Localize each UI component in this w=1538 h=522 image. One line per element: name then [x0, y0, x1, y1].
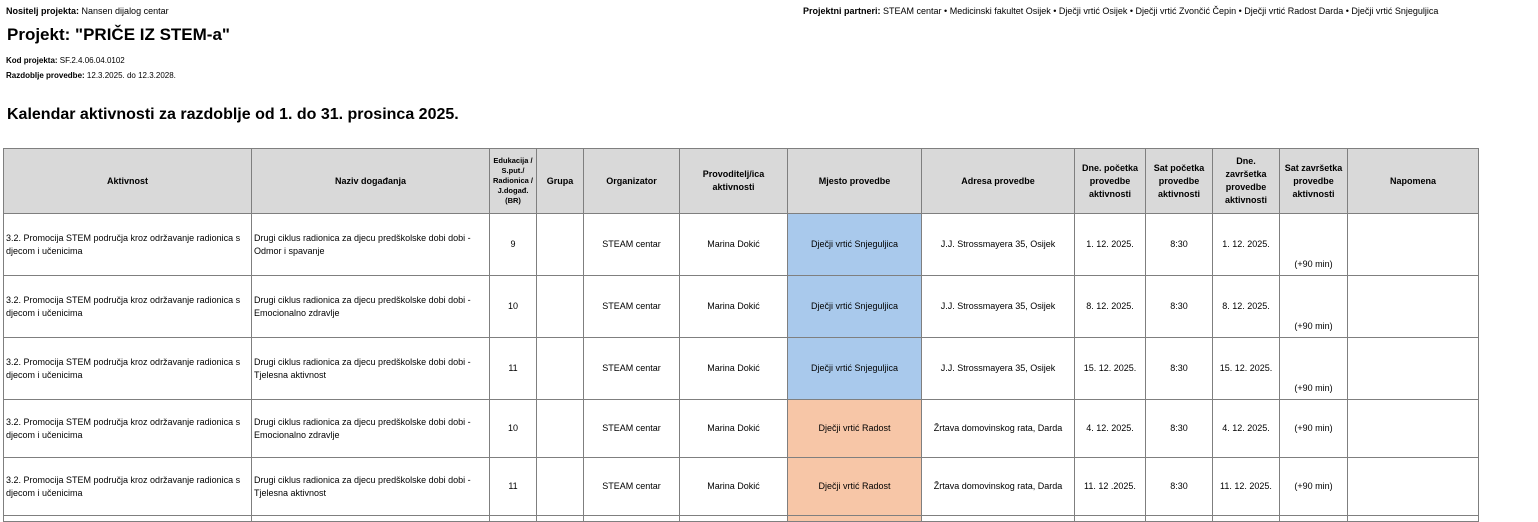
project-title: Projekt: "PRIČE IZ STEM-a"	[7, 25, 230, 44]
cell-note	[1348, 458, 1479, 516]
cell-start-date: 8. 12. 2025.	[1075, 276, 1146, 338]
cell-start-time: 8:30	[1146, 338, 1213, 400]
cell-lead: Marina Dokić	[680, 214, 788, 276]
col-header: Aktivnost	[4, 149, 252, 214]
cell-address: J.J. Strossmayera 35, Osijek	[922, 338, 1075, 400]
cell-group	[537, 338, 584, 400]
table-row	[4, 214, 1479, 276]
cell-start-date: 1. 12. 2025.	[1075, 214, 1146, 276]
col-header: Napomena	[1348, 149, 1479, 214]
cell-place: Dječji vrtić Snjeguljica	[788, 276, 922, 338]
cell-event: Drugi ciklus radionica za djecu predškolske dobi dobi - Odmor i spavanje	[252, 214, 490, 276]
cell-group	[537, 276, 584, 338]
table-row	[4, 458, 1479, 516]
cell-address: J.J. Strossmayera 35, Osijek	[922, 214, 1075, 276]
col-header: Sat početka provedbe aktivnosti	[1146, 149, 1213, 214]
col-header: Provoditelj/ica aktivnosti	[680, 149, 788, 214]
table-row	[4, 400, 1479, 458]
cell-start-date: 15. 12. 2025.	[1075, 338, 1146, 400]
cell-empty	[788, 516, 922, 522]
cell-activity: 3.2. Promocija STEM područja kroz održavanje radionica s djecom i učenicima	[4, 458, 252, 516]
cell-activity: 3.2. Promocija STEM područja kroz održavanje radionica s djecom i učenicima	[4, 214, 252, 276]
col-header: Organizator	[584, 149, 680, 214]
table-row	[4, 276, 1479, 338]
cell-empty	[252, 516, 490, 522]
cell-activity: 3.2. Promocija STEM područja kroz održavanje radionica s djecom i učenicima	[4, 338, 252, 400]
table-header-row	[4, 149, 1479, 214]
cell-end-time: (+90 min)	[1280, 400, 1348, 458]
cell-note	[1348, 338, 1479, 400]
cell-note	[1348, 276, 1479, 338]
col-header: Dne. završetka provedbe aktivnosti	[1213, 149, 1280, 214]
cell-end-date: 1. 12. 2025.	[1213, 214, 1280, 276]
cell-place: Dječji vrtić Radost	[788, 400, 922, 458]
activity-table	[3, 148, 1479, 522]
col-header: Adresa provedbe	[922, 149, 1075, 214]
cell-start-time: 8:30	[1146, 400, 1213, 458]
col-header: Dne. početka provedbe aktivnosti	[1075, 149, 1146, 214]
cell-address: J.J. Strossmayera 35, Osijek	[922, 276, 1075, 338]
cell-event: Drugi ciklus radionica za djecu predškolske dobi dobi - Emocionalno zdravlje	[252, 276, 490, 338]
cell-end-time: (+90 min)	[1280, 458, 1348, 516]
cell-event: Drugi ciklus radionica za djecu predškolske dobi dobi - Tjelesna aktivnost	[252, 458, 490, 516]
calendar-title: Kalendar aktivnosti za razdoblje od 1. do 31. prosinca 2025.	[7, 106, 459, 123]
cell-event: Drugi ciklus radionica za djecu predškolske dobi dobi - Emocionalno zdravlje	[252, 400, 490, 458]
project-partners: Projektni partneri: STEAM centar • Medicinski fakultet Osijek • Dječji vrtić Osijek • Dječji vrtić Zvončić Čepin • Dječji vrtić Radost Darda • Dječji vrtić Snjeguljica	[803, 6, 1439, 16]
table-row	[4, 516, 1479, 522]
cell-group	[537, 400, 584, 458]
cell-activity: 3.2. Promocija STEM područja kroz održavanje radionica s djecom i učenicima	[4, 276, 252, 338]
cell-end-time: (+90 min)	[1280, 214, 1348, 276]
cell-lead: Marina Dokić	[680, 458, 788, 516]
cell-end-date: 11. 12. 2025.	[1213, 458, 1280, 516]
cell-lead: Marina Dokić	[680, 276, 788, 338]
cell-br: 11	[490, 338, 537, 400]
cell-note	[1348, 214, 1479, 276]
cell-empty	[1146, 516, 1213, 522]
col-header: Grupa	[537, 149, 584, 214]
cell-empty	[1075, 516, 1146, 522]
col-header: Sat završetka provedbe aktivnosti	[1280, 149, 1348, 214]
cell-start-date: 11. 12 .2025.	[1075, 458, 1146, 516]
cell-empty	[584, 516, 680, 522]
cell-start-time: 8:30	[1146, 458, 1213, 516]
cell-br: 9	[490, 214, 537, 276]
cell-empty	[490, 516, 537, 522]
cell-note	[1348, 400, 1479, 458]
cell-address: Žrtava domovinskog rata, Darda	[922, 400, 1075, 458]
project-holder: Nositelj projekta: Nansen dijalog centar	[6, 6, 169, 16]
cell-empty	[4, 516, 252, 522]
cell-place: Dječji vrtić Radost	[788, 458, 922, 516]
cell-lead: Marina Dokić	[680, 400, 788, 458]
cell-activity: 3.2. Promocija STEM područja kroz održavanje radionica s djecom i učenicima	[4, 400, 252, 458]
project-code: Kod projekta: SF.2.4.06.04.0102	[6, 56, 125, 65]
cell-place: Dječji vrtić Snjeguljica	[788, 214, 922, 276]
cell-start-time: 8:30	[1146, 214, 1213, 276]
cell-end-date: 15. 12. 2025.	[1213, 338, 1280, 400]
cell-address: Žrtava domovinskog rata, Darda	[922, 458, 1075, 516]
cell-empty	[1348, 516, 1479, 522]
cell-end-date: 8. 12. 2025.	[1213, 276, 1280, 338]
cell-event: Drugi ciklus radionica za djecu predškolske dobi dobi - Tjelesna aktivnost	[252, 338, 490, 400]
cell-end-time: (+90 min)	[1280, 338, 1348, 400]
col-header: Mjesto provedbe	[788, 149, 922, 214]
cell-start-date: 4. 12. 2025.	[1075, 400, 1146, 458]
cell-lead: Marina Dokić	[680, 338, 788, 400]
cell-organizer: STEAM centar	[584, 338, 680, 400]
cell-empty	[537, 516, 584, 522]
cell-group	[537, 458, 584, 516]
cell-empty	[1213, 516, 1280, 522]
cell-end-time: (+90 min)	[1280, 276, 1348, 338]
cell-empty	[922, 516, 1075, 522]
cell-organizer: STEAM centar	[584, 400, 680, 458]
cell-organizer: STEAM centar	[584, 458, 680, 516]
cell-organizer: STEAM centar	[584, 214, 680, 276]
cell-br: 11	[490, 458, 537, 516]
cell-group	[537, 214, 584, 276]
cell-empty	[1280, 516, 1348, 522]
cell-br: 10	[490, 276, 537, 338]
cell-end-date: 4. 12. 2025.	[1213, 400, 1280, 458]
project-period: Razdoblje provedbe: 12.3.2025. do 12.3.2028.	[6, 71, 176, 80]
cell-organizer: STEAM centar	[584, 276, 680, 338]
cell-start-time: 8:30	[1146, 276, 1213, 338]
cell-empty	[680, 516, 788, 522]
table-row	[4, 338, 1479, 400]
cell-place: Dječji vrtić Snjeguljica	[788, 338, 922, 400]
col-header: Naziv događanja	[252, 149, 490, 214]
cell-br: 10	[490, 400, 537, 458]
col-header: Edukacija / S.put./ Radionica / J.događ. (BR)	[490, 149, 537, 214]
